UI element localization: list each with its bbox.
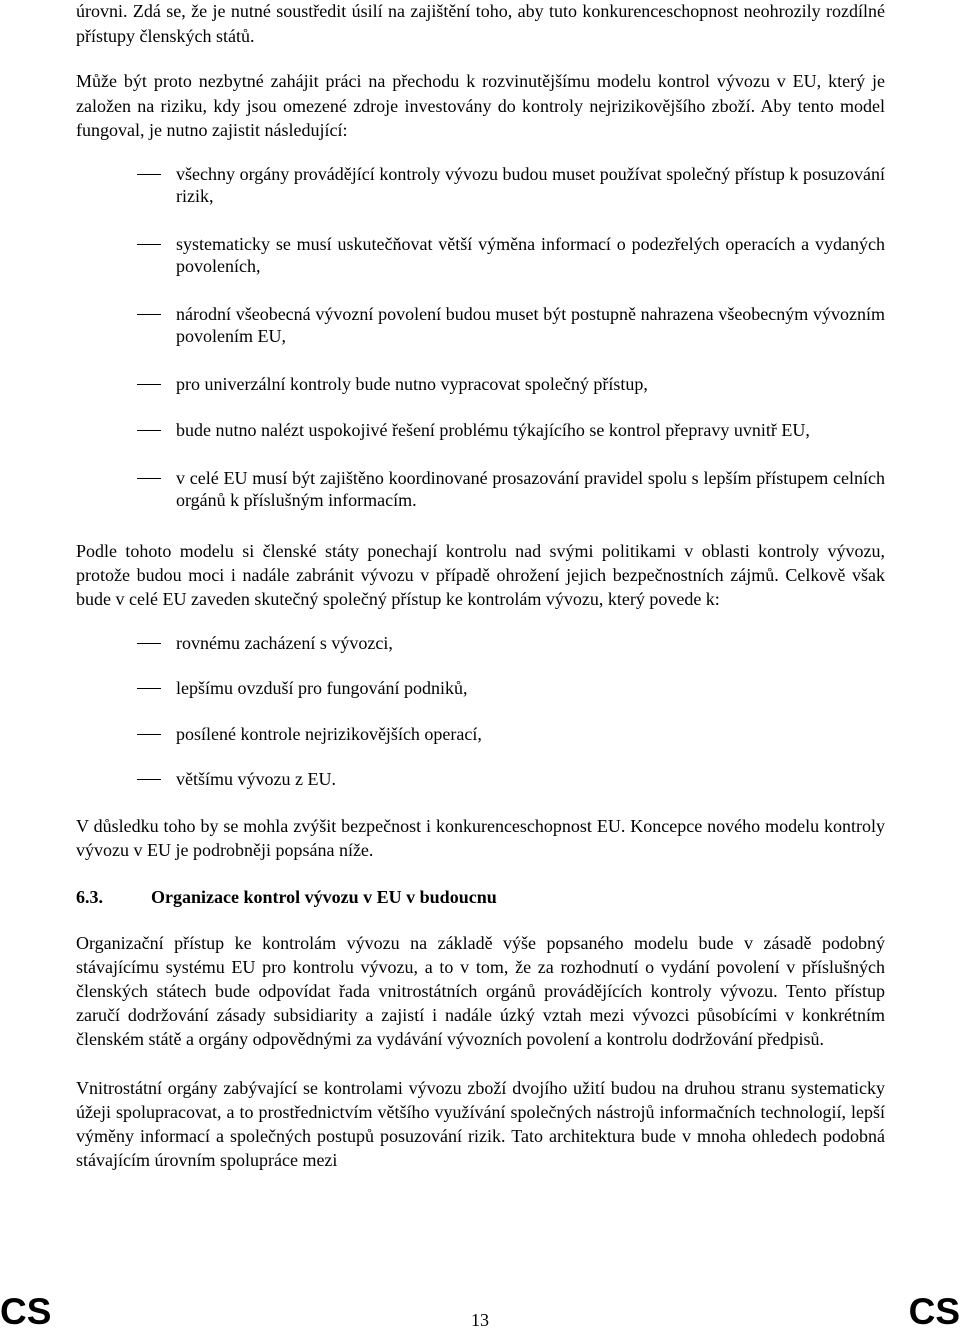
section-heading	[76, 886, 885, 908]
list-item: posílené kontrole nejrizikovějších operací,	[76, 723, 885, 746]
national-authorities-paragraph: Vnitrostátní orgány zabývající se kontrolami vývozu zboží dvojího užití budou na druhou stranu systematicky úžeji spolupracovat, a to prostřednictvím většího využívání společných nástrojů informačních technologií, lepší výměny informací a společných postupů posuzování rizik. Tato architektura bude v mnoha ohledech podobná stávajícím úrovním spolupráce mezi	[76, 1077, 885, 1170]
list-item: v celé EU musí být zajištěno koordinované prosazování pravidel spolu s lepším přístupem celních orgánů k příslušným informacím.	[76, 467, 885, 512]
page-footer	[0, 1291, 960, 1332]
document-body	[76, 0, 885, 1172]
section-title: Organizace kontrol vývozu v EU v budoucnu	[151, 886, 497, 907]
benefits-list	[76, 632, 885, 791]
list-item: lepšímu ovzduší pro fungování podniků,	[76, 677, 885, 700]
organization-paragraph: Organizační přístup ke kontrolám vývozu na základě výše popsaného modelu bude v zásadě podobný stávajícímu systému EU pro kontrolu vývozu, a to v tom, že za rozhodnutí o vydání povolení v příslušných členských státech bude odpovídat řada vnitrostátních orgánů provádějících kontroly vývozu. Tento přístup zaručí dodržování zásady subsidiarity a zajistí i nadále úzký vztah mezi vývozci působícími v konkrétním členském státě a orgány odpovědnými za vydávání vývozních povolení a kontrolu dodržování předpisů.	[76, 932, 885, 1049]
list-item: bude nutno nalézt uspokojivé řešení problému týkajícího se kontrol přepravy uvnitř EU,	[76, 419, 885, 442]
list-item: systematicky se musí uskutečňovat větší výměna informací o podezřelých operacích a vydaných povoleních,	[76, 233, 885, 278]
list-item: všechny orgány provádějící kontroly vývozu budou muset používat společný přístup k posuzování rizik,	[76, 163, 885, 208]
member-states-paragraph: Podle tohoto modelu si členské státy ponechají kontrolu nad svými politikami v oblasti kontroly vývozu, protože budou moci i nadále zabránit vývozu v případě ohrožení jejich bezpečnostních zájmů. Celkově však bude v celé EU zaveden skutečný společný přístup ke kontrolám vývozu, který povede k:	[76, 540, 885, 609]
list-item: většímu vývozu z EU.	[76, 768, 885, 791]
language-code-left: CS	[0, 1291, 52, 1332]
risk-model-paragraph: Může být proto nezbytné zahájit práci na přechodu k rozvinutějšímu modelu kontrol vývozu v EU, který je založen na riziku, kdy jsou omezené zdroje investovány do kontroly nejrizikovějšího zboží. Aby tento model fungoval, je nutno zajistit následující:	[76, 71, 885, 140]
section-number: 6.3.	[76, 886, 103, 907]
list-item: rovnému zacházení s vývozci,	[76, 632, 885, 655]
page-number: 13	[471, 1310, 489, 1330]
requirements-list	[76, 163, 885, 512]
list-item: pro univerzální kontroly bude nutno vypracovat společný přístup,	[76, 373, 885, 396]
intro-paragraph: úrovni. Zdá se, že je nutné soustředit úsilí na zajištění toho, aby tuto konkurenceschopnost neohrozily rozdílné přístupy členských států.	[76, 1, 885, 46]
language-code-right: CS	[908, 1291, 960, 1332]
list-item: národní všeobecná vývozní povolení budou muset být postupně nahrazena všeobecným vývozním povolením EU,	[76, 303, 885, 348]
consequence-paragraph: V důsledku toho by se mohla zvýšit bezpečnost i konkurenceschopnost EU. Koncepce nového modelu kontroly vývozu v EU je podrobněji popsána níže.	[76, 815, 885, 860]
